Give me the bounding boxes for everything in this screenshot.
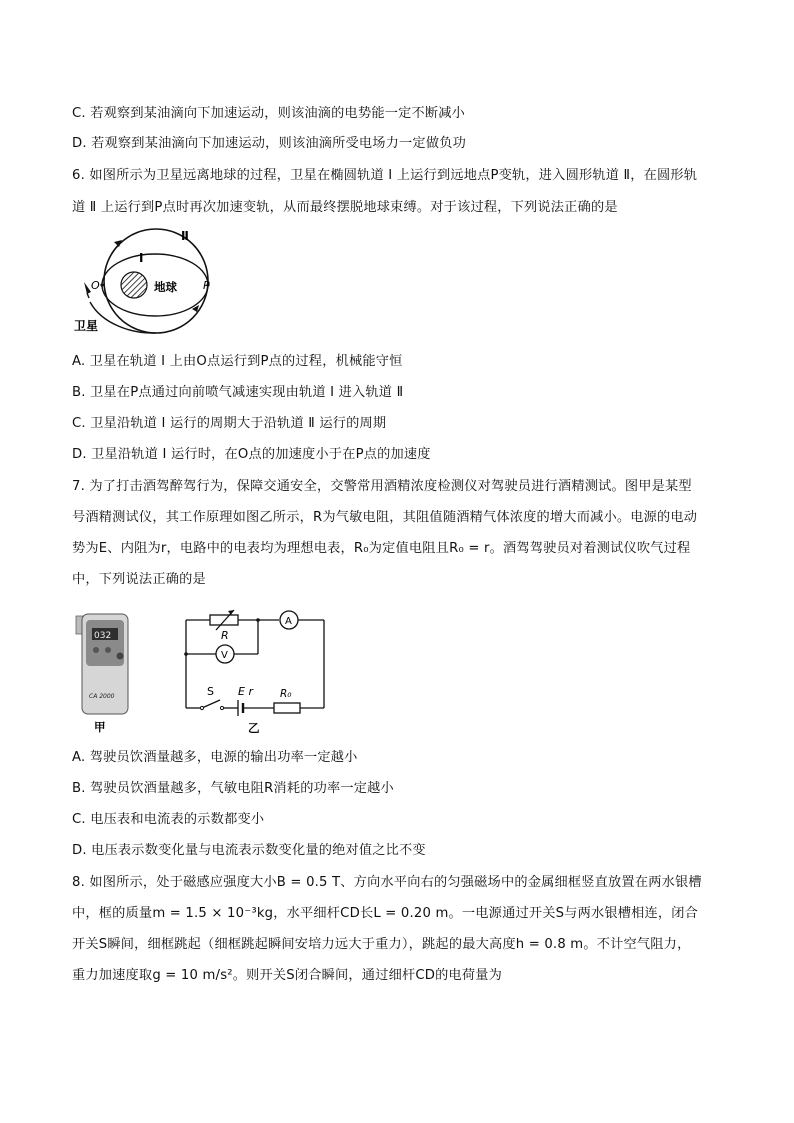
device-display-text: 032	[94, 631, 112, 641]
label-r: R	[221, 629, 229, 642]
escape-arrow	[84, 282, 91, 294]
q6-option-a: A. 卫星在轨道 Ⅰ 上由O点运行到P点的过程，机械能守恒	[72, 354, 403, 369]
label-jia: 甲	[94, 720, 106, 734]
label-o: O	[91, 279, 100, 292]
label-ammeter: A	[285, 616, 292, 627]
q5-option-d: D. 若观察到某油滴向下加速运动，则该油滴所受电场力一定做负功	[72, 136, 466, 151]
label-satellite: 卫星	[74, 319, 99, 333]
q8-stem-line4: 重力加速度取g = 10 m/s²。则开关S闭合瞬间，通过细杆CD的电荷量为	[72, 968, 503, 983]
label-source: E r	[238, 685, 253, 698]
q7-circuit-figure	[178, 608, 328, 742]
q7-stem-line1: 7. 为了打击酒驾醉驾行为，保障交通安全，交警常用酒精浓度检测仪对驾驶员进行酒精测试。图甲是某型	[72, 479, 692, 494]
escape-trajectory	[90, 302, 156, 333]
q7-option-b: B. 驾驶员饮酒量越多，气敏电阻R消耗的功率一定越小	[72, 781, 394, 796]
q8-stem-line2: 中，框的质量m = 1.5 × 10⁻³kg，水平细杆CD长L = 0.20 m。一电源通过开关S与两水银槽相连，闭合	[72, 906, 699, 921]
q8-stem-line1: 8. 如图所示，处于磁感应强度大小B = 0.5 T、方向水平向右的匀强磁场中的金属细框竖直放置在两水银槽	[72, 875, 702, 890]
q6-option-d: D. 卫星沿轨道 Ⅰ 运行时，在O点的加速度小于在P点的加速度	[72, 447, 431, 462]
switch-s	[202, 700, 220, 708]
device-model-text: CA 2000	[89, 693, 115, 700]
label-yi: 乙	[248, 721, 260, 735]
label-p: P	[203, 279, 210, 292]
q7-option-a: A. 驾驶员饮酒量越多，电源的输出功率一定越小	[72, 750, 358, 765]
label-switch: S	[207, 685, 214, 698]
q6-stem-line1: 6. 如图所示为卫星远离地球的过程，卫星在椭圆轨道 Ⅰ 上运行到远地点P变轨，进入圆形轨道 Ⅱ，在圆形轨	[72, 168, 698, 183]
resistor-r0	[274, 703, 300, 713]
q6-option-c: C. 卫星沿轨道 Ⅰ 运行的周期大于沿轨道 Ⅱ 运行的周期	[72, 416, 387, 431]
q8-stem-line3: 开关S瞬间，细框跳起（细框跳起瞬间安培力远大于重力），跳起的最大高度h = 0.8 m。不计空气阻力，	[72, 937, 691, 952]
q7-device-figure	[72, 610, 134, 738]
q6-orbit-figure	[72, 226, 232, 338]
label-voltmeter: V	[221, 650, 228, 661]
label-earth: 地球	[154, 280, 177, 294]
q7-stem-line4: 中，下列说法正确的是	[72, 572, 206, 587]
q5-option-c: C. 若观察到某油滴向下加速运动，则该油滴的电势能一定不断减小	[72, 106, 466, 121]
resistor-r	[210, 615, 238, 625]
q7-stem-line3: 势为E、内阻为r，电路中的电表均为理想电表，R₀为定值电阻且R₀ = r。酒驾驾驶员对着测试仪吹气过程	[72, 541, 691, 556]
q7-option-c: C. 电压表和电流表的示数都变小	[72, 812, 265, 827]
q7-stem-line2: 号酒精测试仪，其工作原理如图乙所示，R为气敏电阻，其阻值随酒精气体浓度的增大而减小。电源的电动	[72, 510, 698, 525]
label-r0: R₀	[280, 688, 292, 700]
label-orbit-1: Ⅰ	[139, 251, 144, 265]
q6-stem-line2: 道 Ⅱ 上运行到P点时再次加速变轨，从而最终摆脱地球束缚。对于该过程，下列说法正确的是	[72, 200, 618, 215]
label-orbit-2: Ⅱ	[181, 229, 189, 243]
q7-option-d: D. 电压表示数变化量与电流表示数变化量的绝对值之比不变	[72, 843, 426, 858]
earth-circle	[121, 272, 147, 298]
q6-option-b: B. 卫星在P点通过向前喷气减速实现由轨道 Ⅰ 进入轨道 Ⅱ	[72, 385, 404, 400]
